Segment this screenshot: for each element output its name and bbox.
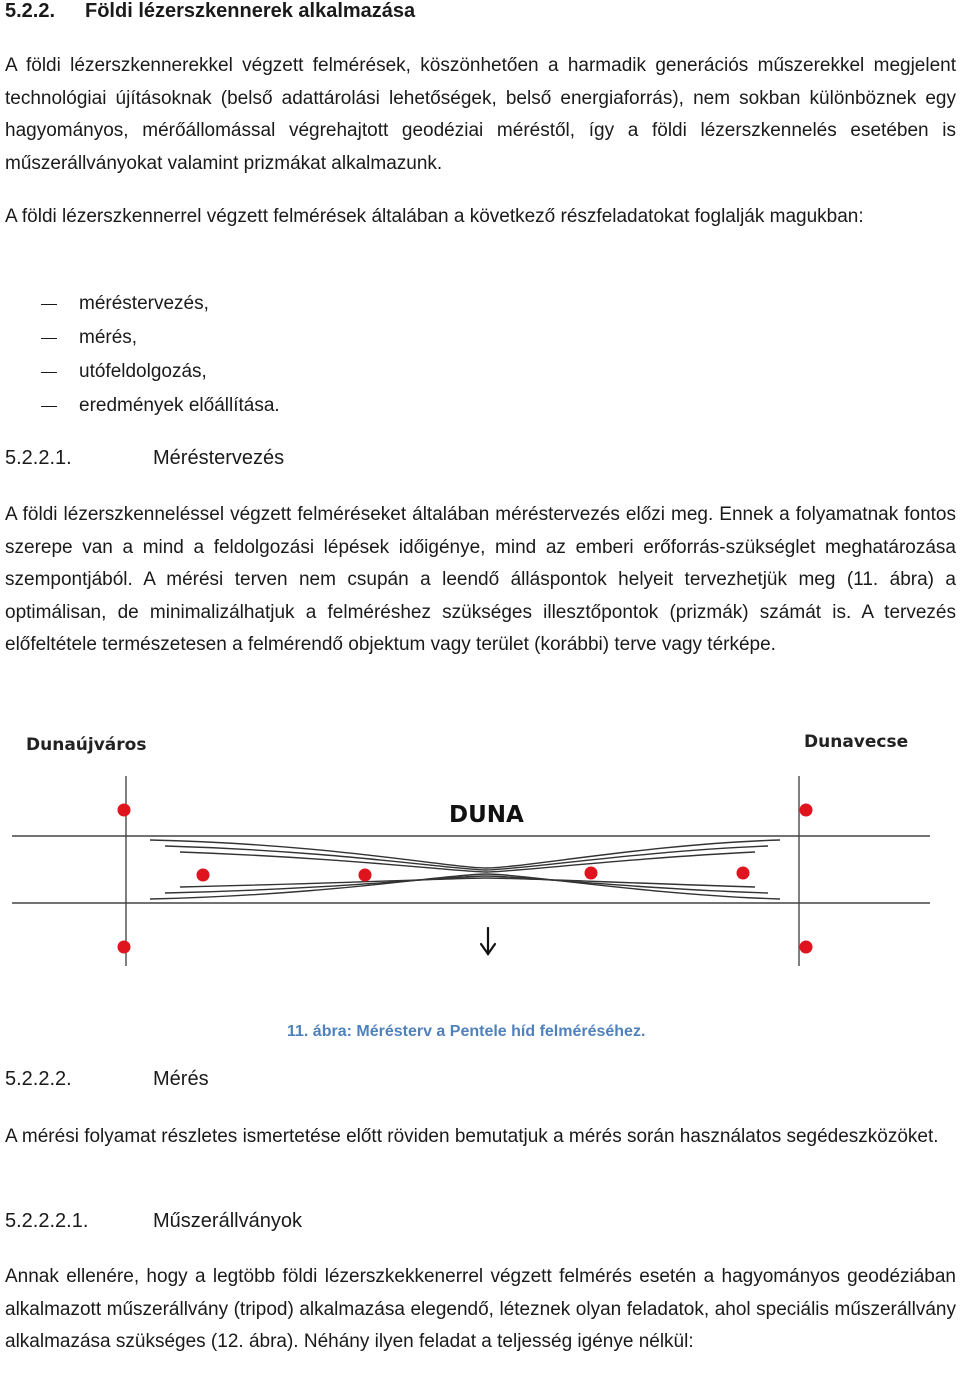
list-item: mérés, xyxy=(5,321,280,355)
task-list xyxy=(5,287,280,423)
dash-bullet-icon xyxy=(41,304,57,305)
station-point xyxy=(118,941,131,954)
subsection-title: Méréstervezés xyxy=(153,447,285,469)
figure-caption: 11. ábra: Mérésterv a Pentele híd felméréséhez. xyxy=(287,1023,646,1040)
station-point xyxy=(359,869,372,882)
subsection-number: 5.2.2.1. xyxy=(5,447,72,469)
station-point xyxy=(197,869,210,882)
river-label: DUNA xyxy=(449,802,524,828)
station-point xyxy=(737,867,750,880)
subsection-heading-measurement xyxy=(5,1068,209,1091)
dash-bullet-icon xyxy=(41,406,57,407)
paragraph-intro: A földi lézerszkennerekkel végzett felmérések, köszönhetően a harmadik generációs műszerekkel megjelent technológiai újításoknak (belső adattárolási lehetőségek, belső energiaforrás), nem sokban különböznek egy hagyományos, mérőállomással végrehajtott geodéziai méréstől, így a földi lézerszkennelés esetében is műszerállványokat valamint prizmákat alkalmazunk. xyxy=(5,55,956,174)
dash-bullet-icon xyxy=(41,372,57,373)
paragraph-tasks-intro: A földi lézerszkennerrel végzett felmérések általában a következő részfeladatokat foglalják magukban: xyxy=(5,206,864,227)
flow-arrow-down-icon xyxy=(481,928,495,954)
station-point xyxy=(118,804,131,817)
dash-bullet-icon xyxy=(41,338,57,339)
subsection-heading-tripods xyxy=(5,1210,302,1233)
section-title: Földi lézerszkennerek alkalmazása xyxy=(85,0,416,22)
subsection-title: Mérés xyxy=(153,1068,209,1090)
subsection-heading-planning xyxy=(5,447,284,470)
paragraph-tripods: Annak ellenére, hogy a legtöbb földi lézerszkekkenerrel végzett felmérés esetén a hagyományos geodéziában alkalmazott műszerállvány (tripod) alkalmazása elegendő, léteznek olyan feladatok, ahol speciális műszerállvány alkalmazása szükséges (12. ábra). Néhány ilyen feladat a teljesség igénye nélkül: xyxy=(5,1266,956,1353)
station-point xyxy=(800,804,813,817)
list-item: eredmények előállítása. xyxy=(5,389,280,423)
city-label-dunavecse: Dunavecse xyxy=(804,732,909,752)
subsection-number: 5.2.2.2.1. xyxy=(5,1210,89,1232)
survey-plan-figure xyxy=(0,718,960,980)
city-label-dunaujvaros: Dunaújváros xyxy=(26,735,147,755)
list-item: utófeldolgozás, xyxy=(5,355,280,389)
paragraph-measurement: A mérési folyamat részletes ismertetése előtt röviden bemutatjuk a mérés során használatos segédeszközöket. xyxy=(5,1126,939,1147)
station-point xyxy=(800,941,813,954)
paragraph-planning: A földi lézerszkenneléssel végzett felméréseket általában méréstervezés előzi meg. Ennek a folyamatnak fontos szerepe van a mind a feldolgozási lépések időigénye, mind az emberi erőforrás-szükséglet meghatározása szempontjából. A mérési terven nem csupán a leendő álláspontok helyeit tervezhetjük meg (11. ábra) a optimálisan, de minimalizálhatjuk a felméréshez szükséges illesztőpontok (prizmák) számát is. A tervezés előfeltétele természetesen a felmérendő objektum vagy terület (korábbi) terve vagy térképe. xyxy=(5,504,956,656)
section-heading xyxy=(5,0,415,23)
subsection-number: 5.2.2.2. xyxy=(5,1068,72,1090)
station-point xyxy=(585,867,598,880)
section-number: 5.2.2. xyxy=(5,0,56,22)
list-item: méréstervezés, xyxy=(5,287,280,321)
bridge-arch-curves xyxy=(150,840,780,899)
subsection-title: Műszerállványok xyxy=(153,1210,302,1232)
